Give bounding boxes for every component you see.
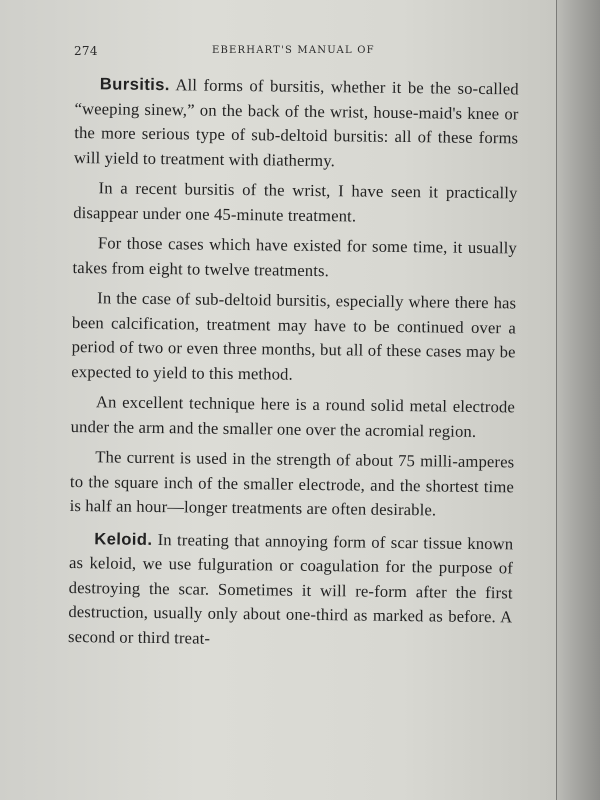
paragraph-text: An excellent technique here is a round solid metal electrode under the arm and the smaller one over the acromial region.: [70, 392, 516, 441]
page-header: [74, 44, 534, 60]
paragraph-current: [70, 445, 515, 524]
paragraph-text: The current is used in the strength of about 75 milli-amperes to the square inch of the smaller electrode, and the shortest time is half an hour—longer treatments are often desirable.: [69, 447, 515, 520]
paragraph-sub-deltoid: [71, 286, 516, 389]
paragraph-keloid: [68, 526, 513, 654]
section-heading-keloid: Keloid.: [94, 528, 153, 549]
running-head: EBERHART'S MANUAL OF: [212, 45, 375, 56]
paragraph-text: All forms of bursitis, whether it be the so-called “weeping sinew,” on the back of the wrist, house-maid's knee or the more serious type of sub-deltoid bursitis: all of these forms will yield to treatment with diathermy.: [73, 75, 519, 170]
paragraph-bursitis: [74, 72, 519, 175]
paragraph-text: In a recent bursitis of the wrist, I have seen it practically disappear under one 45-minute treatment.: [73, 178, 518, 225]
section-heading-bursitis: Bursitis.: [99, 74, 170, 95]
body-text: [68, 72, 519, 660]
paragraph-text: In treating that annoying form of scar tissue known as keloid, we use fulguration or coagulation for the purpose of destroying the scar. Sometimes it will re-form after the first destruction, usually only about one-third as marked as before. A second or third treat-: [67, 529, 514, 648]
paragraph-text: In the case of sub-deltoid bursitis, especially where there has been calcification, treatment may have to be continued over a period of two or even three months, but all of these cases may be expected to yield to this method.: [71, 288, 517, 384]
page-number: 274: [74, 44, 98, 58]
page-edge-shadow: [556, 0, 600, 800]
paragraph-treatments: [72, 231, 517, 285]
paragraph-technique: [71, 390, 516, 444]
paragraph-wrist: [73, 176, 518, 230]
paragraph-text: For those cases which have existed for some time, it usually takes from eight to twelve treatments.: [72, 233, 517, 280]
